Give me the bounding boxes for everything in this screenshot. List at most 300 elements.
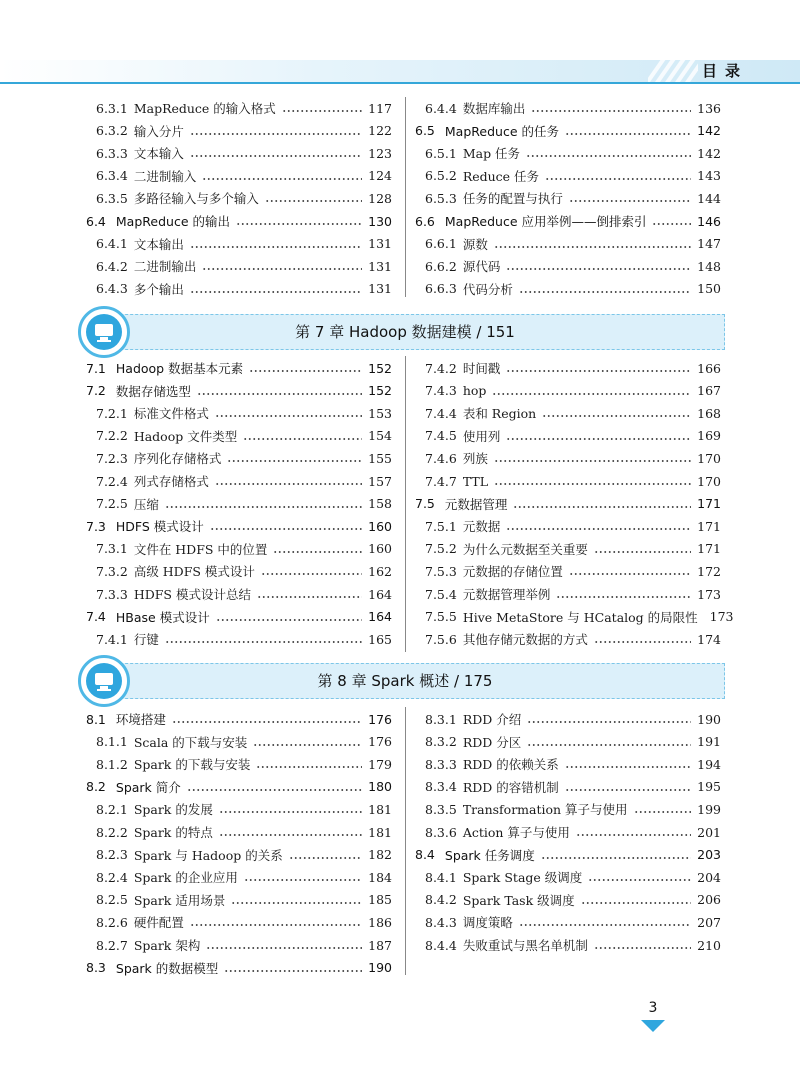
toc-page-number: 194 (697, 756, 721, 772)
toc-subsection-entry[interactable] (425, 731, 721, 753)
toc-page-number: 204 (697, 869, 721, 885)
toc-title: 列族 (462, 451, 488, 467)
toc-number: 8.3.5 (425, 801, 457, 817)
column-divider (405, 356, 406, 652)
toc-leader (216, 606, 362, 628)
toc-page-number: 176 (368, 711, 392, 727)
toc-subsection-entry[interactable] (96, 628, 392, 650)
toc-section-entry[interactable] (415, 120, 721, 142)
toc-number: 7.2.2 (96, 428, 128, 444)
toc-subsection-entry[interactable] (96, 187, 392, 209)
toc-title: Hadoop 数据基本元素 (115, 361, 244, 376)
toc-number: 7.2.5 (96, 496, 128, 512)
toc-title: 元数据管理举例 (462, 587, 551, 602)
toc-leader (215, 470, 362, 492)
toc-number: 6.4.4 (425, 100, 457, 116)
toc-number: 7.4 (86, 609, 106, 625)
toc-number: 6.6.1 (425, 236, 457, 252)
toc-number: 6.5 (415, 123, 435, 139)
toc-number: 8.3.3 (425, 756, 457, 772)
toc-number: 6.4.3 (96, 281, 128, 297)
toc-page-number: 171 (697, 518, 721, 534)
toc-page-number: 182 (368, 847, 392, 863)
toc-page-number: 164 (368, 586, 392, 602)
toc-leader (244, 866, 362, 888)
toc-page-number: 173 (697, 586, 721, 602)
toc-subsection-entry[interactable] (96, 470, 392, 492)
toc-section-entry[interactable] (86, 357, 392, 379)
toc-leader (227, 447, 362, 469)
toc-number: 6.5.1 (425, 145, 457, 161)
toc-title: TTL (462, 473, 489, 489)
chapter-title: 第 8 章 Spark 概述 / 175 (317, 672, 493, 690)
toc-title: 失败重试与黑名单机制 (462, 938, 588, 953)
toc-title: MapReduce 的任务 (444, 123, 559, 139)
toc-number: 8.4.1 (425, 869, 457, 885)
toc-number: 8.2.4 (96, 869, 128, 885)
toc-page-number: 199 (697, 801, 721, 817)
toc-title: Spark 的特点 (133, 825, 213, 840)
toc-title: 文件在 HDFS 中的位置 (133, 541, 268, 557)
toc-title: 时间戳 (462, 361, 501, 376)
toc-number: 8.4.4 (425, 937, 457, 953)
toc-number: 7.2 (86, 383, 106, 399)
toc-title: Spark 的企业应用 (133, 870, 238, 886)
toc-title: 环境搭建 (115, 712, 166, 727)
toc-subsection-entry[interactable] (425, 255, 721, 277)
toc-leader (190, 278, 362, 300)
toc-subsection-entry[interactable] (96, 538, 392, 560)
toc-title: 源数 (462, 236, 488, 252)
toc-title: 二进制输入 (133, 168, 197, 184)
toc-subsection-entry[interactable] (425, 425, 721, 447)
toc-leader (565, 753, 691, 775)
toc-number: 6.3.4 (96, 168, 128, 184)
toc-page-number: 142 (697, 123, 721, 139)
toc-number: 8.1.1 (96, 734, 128, 750)
toc-leader (506, 425, 691, 447)
toc-leader (257, 583, 362, 605)
toc-title: RDD 的容错机制 (462, 779, 559, 795)
toc-page-number: 130 (368, 213, 392, 229)
toc-page-number: 152 (368, 360, 392, 376)
toc-page-number: 165 (368, 631, 392, 647)
toc-number: 6.3.1 (96, 100, 128, 116)
toc-subsection-entry[interactable] (96, 731, 392, 753)
toc-subsection-entry[interactable] (96, 165, 392, 187)
toc-number: 8.1 (86, 711, 106, 727)
toc-subsection-entry[interactable] (425, 447, 721, 469)
toc-page-number: 203 (697, 847, 721, 863)
toc-number: 6.6.2 (425, 258, 457, 274)
toc-title: RDD 的依赖关系 (462, 757, 559, 773)
toc-subsection-entry[interactable] (425, 821, 721, 843)
toc-leader (506, 515, 691, 537)
toc-page-number: 190 (368, 960, 392, 976)
toc-leader (527, 708, 691, 730)
toc-leader (202, 165, 362, 187)
toc-leader (219, 798, 362, 820)
toc-page-number: 206 (697, 892, 721, 908)
toc-leader (541, 844, 691, 866)
toc-page-number: 117 (368, 100, 392, 116)
toc-number: 7.5.6 (425, 631, 457, 647)
toc-number: 7.4.5 (425, 428, 457, 444)
toc-title: 列式存储格式 (133, 474, 209, 489)
toc-page-number: 152 (368, 383, 392, 399)
toc-subsection-entry[interactable] (425, 866, 721, 888)
toc-leader (519, 911, 691, 933)
toc-subsection-entry[interactable] (96, 142, 392, 164)
toc-title: Map 任务 (462, 146, 521, 162)
toc-number: 7.2.4 (96, 473, 128, 489)
toc-title: 元数据 (462, 519, 501, 535)
toc-page-number: 195 (697, 779, 721, 795)
toc-title: hop (462, 383, 487, 399)
toc-number: 8.2.6 (96, 914, 128, 930)
toc-number: 6.3.5 (96, 190, 128, 206)
toc-title: 为什么元数据至关重要 (462, 541, 588, 557)
toc-page-number: 168 (697, 405, 721, 421)
header-rule (0, 82, 800, 84)
toc-title: 行键 (133, 632, 159, 648)
toc-leader (506, 255, 691, 277)
toc-page-number: 181 (368, 824, 392, 840)
toc-subsection-entry[interactable] (96, 866, 392, 888)
toc-subsection-entry[interactable] (425, 470, 721, 492)
toc-page-number: 176 (368, 734, 392, 750)
toc-subsection-entry[interactable] (425, 889, 721, 911)
toc-subsection-entry[interactable] (96, 97, 392, 119)
toc-page-number: 166 (697, 360, 721, 376)
toc-number: 7.5.4 (425, 586, 457, 602)
toc-leader (265, 187, 362, 209)
toc-subsection-entry[interactable] (96, 753, 392, 775)
toc-subsection-entry[interactable] (96, 844, 392, 866)
toc-page-number: 162 (368, 563, 392, 579)
toc-section-entry[interactable] (86, 776, 392, 798)
toc-leader (190, 911, 362, 933)
toc-title: MapReduce 应用举例——倒排索引 (444, 214, 647, 229)
toc-subsection-entry[interactable] (96, 402, 392, 424)
toc-subsection-entry[interactable] (425, 583, 721, 605)
toc-title: 序列化存储格式 (133, 451, 222, 467)
toc-page-number: 173 (709, 609, 734, 625)
toc-page-number: 128 (368, 190, 392, 206)
toc-page-number: 124 (368, 168, 392, 184)
toc-leader (565, 120, 691, 142)
toc-page-number: 143 (697, 168, 721, 184)
toc-page-number: 146 (697, 213, 721, 229)
page-arrow-icon (641, 1020, 665, 1032)
toc-number: 7.5.3 (425, 563, 457, 579)
toc-subsection-entry[interactable] (96, 583, 392, 605)
toc-subsection-entry[interactable] (96, 560, 392, 582)
toc-leader (224, 957, 362, 979)
toc-number: 6.3.2 (96, 123, 128, 139)
toc-title: Spark 架构 (133, 938, 201, 953)
toc-subsection-entry[interactable] (425, 538, 721, 560)
toc-subsection-entry[interactable] (425, 515, 721, 537)
toc-subsection-entry[interactable] (96, 889, 392, 911)
toc-subsection-entry[interactable] (425, 560, 721, 582)
toc-subsection-entry[interactable] (425, 278, 721, 300)
toc-number: 8.3.4 (425, 779, 457, 795)
toc-subsection-entry[interactable] (425, 934, 721, 956)
toc-number: 8.2 (86, 779, 106, 795)
toc-number: 8.2.5 (96, 892, 128, 908)
chapter-title: 第 7 章 Hadoop 数据建模 / 151 (295, 323, 515, 341)
toc-subsection-entry[interactable] (425, 753, 721, 775)
toc-page-number: 122 (368, 123, 392, 139)
toc-title: Spark 任务调度 (444, 847, 535, 863)
toc-number: 7.5 (415, 496, 435, 512)
toc-leader (594, 628, 691, 650)
toc-leader (527, 731, 691, 753)
toc-subsection-entry[interactable] (425, 402, 721, 424)
toc-title: 标准文件格式 (133, 406, 209, 422)
toc-leader (652, 210, 691, 232)
toc-section-entry[interactable] (86, 708, 392, 730)
toc-leader (282, 97, 362, 119)
toc-leader (569, 560, 691, 582)
column-divider (405, 97, 406, 297)
toc-page-number: 201 (697, 824, 721, 840)
toc-section-entry[interactable] (86, 515, 392, 537)
toc-leader (634, 798, 692, 820)
toc-leader (256, 753, 362, 775)
toc-subsection-entry[interactable] (425, 187, 721, 209)
toc-page-number: 181 (368, 801, 392, 817)
page-number: 3 (648, 1000, 658, 1016)
toc-title: Spark 适用场景 (133, 892, 226, 908)
toc-number: 7.3.3 (96, 586, 128, 602)
toc-page-number: 160 (368, 518, 392, 534)
toc-subsection-entry[interactable] (96, 821, 392, 843)
header-stripes (648, 60, 698, 82)
toc-subsection-entry[interactable] (96, 447, 392, 469)
toc-leader (506, 357, 691, 379)
toc-title: Spark 简介 (115, 779, 181, 795)
toc-subsection-entry[interactable] (96, 233, 392, 255)
toc-page-number: 179 (368, 756, 392, 772)
toc-leader (588, 866, 691, 888)
toc-number: 7.4.4 (425, 405, 457, 421)
toc-leader (243, 425, 362, 447)
toc-title: 压缩 (133, 496, 159, 512)
toc-subsection-entry[interactable] (96, 798, 392, 820)
toc-number: 7.4.7 (425, 473, 457, 489)
toc-title: 高级 HDFS 模式设计 (133, 564, 255, 580)
toc-leader (273, 538, 362, 560)
toc-leader (165, 628, 362, 650)
toc-leader (202, 255, 362, 277)
toc-number: 6.4.1 (96, 236, 128, 252)
toc-subsection-entry[interactable] (96, 911, 392, 933)
toc-number: 7.4.1 (96, 631, 128, 647)
toc-page-number: 158 (368, 496, 392, 512)
toc-title: 源代码 (462, 259, 501, 275)
toc-number: 6.6 (415, 213, 435, 229)
toc-leader (210, 515, 362, 537)
toc-page-number: 170 (697, 473, 721, 489)
toc-page-number: 160 (368, 541, 392, 557)
toc-number: 7.1 (86, 360, 106, 376)
toc-title: Scala 的下载与安装 (133, 734, 248, 750)
toc-title: MapReduce 的输出 (115, 214, 230, 229)
chapter-banner-8 (85, 663, 725, 699)
toc-page-number: 187 (368, 937, 392, 953)
toc-subsection-entry[interactable] (425, 798, 721, 820)
toc-leader (594, 934, 691, 956)
toc-number: 7.5.5 (425, 609, 457, 625)
toc-title: Reduce 任务 (462, 168, 540, 184)
toc-page-number: 191 (697, 734, 721, 750)
toc-subsection-entry[interactable] (96, 255, 392, 277)
toc-title: 多路径输入与多个输入 (133, 191, 259, 207)
toc-leader (190, 142, 362, 164)
toc-leader (187, 776, 362, 798)
toc-number: 8.4.2 (425, 892, 457, 908)
toc-subsection-entry[interactable] (425, 142, 721, 164)
toc-number: 7.5.2 (425, 541, 457, 557)
page-header-title: 目录 (701, 62, 748, 80)
toc-leader (253, 731, 362, 753)
toc-leader (556, 583, 691, 605)
toc-page-number: 180 (368, 779, 392, 795)
toc-page-number: 142 (697, 145, 721, 161)
toc-title: Spark Task 级调度 (462, 892, 575, 908)
toc-number: 8.3.1 (425, 711, 457, 727)
toc-leader (569, 187, 691, 209)
toc-page-number: 210 (697, 937, 721, 953)
toc-title: 输入分片 (133, 123, 184, 139)
toc-number: 7.3.2 (96, 563, 128, 579)
toc-section-entry[interactable] (86, 210, 392, 232)
toc-leader (513, 493, 691, 515)
toc-leader (215, 402, 362, 424)
toc-leader (190, 233, 362, 255)
toc-title: 任务的配置与执行 (462, 191, 563, 207)
toc-subsection-entry[interactable] (96, 278, 392, 300)
toc-number: 7.4.6 (425, 450, 457, 466)
column-divider (405, 707, 406, 975)
toc-title: 使用列 (462, 428, 501, 444)
toc-page-number: 136 (697, 100, 721, 116)
toc-number: 8.4 (415, 847, 435, 863)
toc-title: Spark Stage 级调度 (462, 870, 583, 886)
toc-number: 8.3 (86, 960, 106, 976)
toc-page-number: 164 (368, 609, 392, 625)
toc-page-number: 147 (697, 236, 721, 252)
toc-subsection-entry[interactable] (96, 934, 392, 956)
toc-page-number: 131 (368, 236, 392, 252)
toc-title: 文本输出 (133, 236, 184, 252)
toc-title: 调度策略 (462, 915, 513, 931)
toc-leader (219, 821, 362, 843)
toc-page-number: 123 (368, 145, 392, 161)
toc-leader (494, 447, 691, 469)
toc-number: 6.4.2 (96, 258, 128, 274)
toc-leader (531, 97, 691, 119)
toc-subsection-entry[interactable] (425, 233, 721, 255)
toc-section-entry[interactable] (86, 380, 392, 402)
toc-subsection-entry[interactable] (425, 911, 721, 933)
toc-page-number: 154 (368, 428, 392, 444)
toc-section-entry[interactable] (415, 210, 721, 232)
toc-title: Spark 与 Hadoop 的关系 (133, 847, 283, 863)
toc-number: 7.2.1 (96, 405, 128, 421)
toc-number: 7.2.3 (96, 450, 128, 466)
toc-title: RDD 分区 (462, 734, 522, 750)
toc-title: 元数据的存储位置 (462, 564, 563, 580)
toc-subsection-entry[interactable] (425, 708, 721, 730)
toc-number: 8.3.2 (425, 734, 457, 750)
toc-title: 二进制输出 (133, 259, 197, 275)
toc-title: 硬件配置 (133, 915, 184, 931)
toc-number: 7.4.3 (425, 383, 457, 399)
toc-title: HDFS 模式设计 (115, 519, 204, 535)
toc-subsection-entry[interactable] (425, 776, 721, 798)
toc-leader (519, 278, 691, 300)
toc-subsection-entry[interactable] (425, 628, 721, 650)
toc-number: 8.2.1 (96, 801, 128, 817)
toc-leader (231, 889, 362, 911)
toc-number: 6.4 (86, 213, 106, 229)
toc-title: RDD 介绍 (462, 712, 522, 727)
toc-page-number: 171 (697, 496, 721, 512)
toc-subsection-entry[interactable] (425, 357, 721, 379)
toc-section-entry[interactable] (86, 606, 392, 628)
toc-title: HDFS 模式设计总结 (133, 587, 251, 602)
toc-leader (542, 402, 691, 424)
toc-title: MapReduce 的输入格式 (133, 101, 276, 116)
toc-section-entry[interactable] (86, 957, 392, 979)
toc-page-number: 169 (697, 428, 721, 444)
toc-leader (172, 708, 362, 730)
toc-subsection-entry[interactable] (96, 493, 392, 515)
toc-title: 数据存储选型 (115, 383, 191, 399)
toc-section-entry[interactable] (415, 493, 721, 515)
toc-subsection-entry[interactable] (425, 97, 721, 119)
toc-title: Spark 的发展 (133, 802, 213, 818)
toc-subsection-entry[interactable] (425, 380, 721, 402)
toc-subsection-entry[interactable] (425, 606, 734, 628)
toc-section-entry[interactable] (415, 844, 721, 866)
toc-page-number: 186 (368, 914, 392, 930)
toc-number: 7.4.2 (425, 360, 457, 376)
toc-page-number: 185 (368, 892, 392, 908)
toc-title: HBase 模式设计 (115, 609, 210, 625)
toc-subsection-entry[interactable] (96, 120, 392, 142)
toc-leader (165, 493, 362, 515)
toc-page-number: 131 (368, 281, 392, 297)
toc-number: 8.1.2 (96, 756, 128, 772)
toc-title: 多个输出 (133, 281, 184, 297)
toc-subsection-entry[interactable] (425, 165, 721, 187)
toc-page-number: 167 (697, 383, 721, 399)
toc-leader (494, 233, 691, 255)
toc-leader (494, 470, 691, 492)
toc-leader (581, 889, 692, 911)
toc-subsection-entry[interactable] (96, 425, 392, 447)
toc-page-number: 144 (697, 190, 721, 206)
toc-page-number: 170 (697, 450, 721, 466)
toc-leader (261, 560, 362, 582)
toc-title: Spark 的下载与安装 (133, 757, 251, 773)
toc-leader (492, 380, 691, 402)
toc-page-number: 155 (368, 450, 392, 466)
